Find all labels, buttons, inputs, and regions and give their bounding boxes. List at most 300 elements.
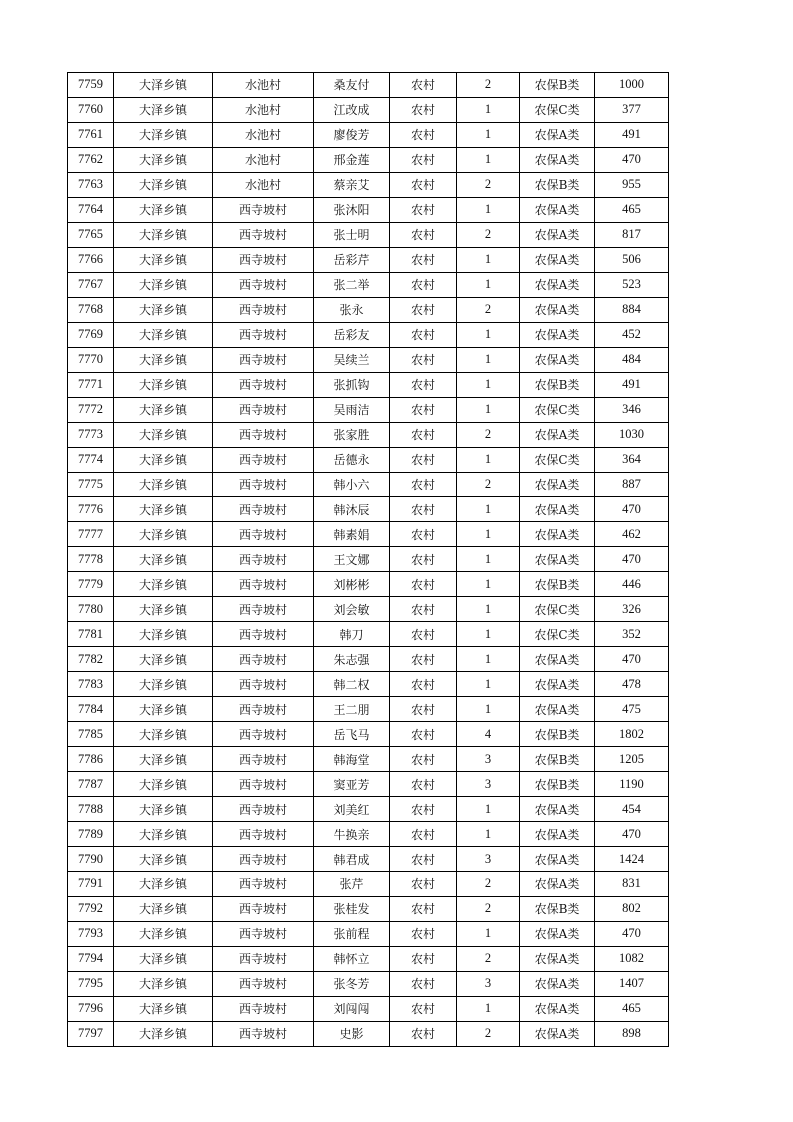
cell-village: 西寺坡村: [213, 946, 314, 971]
cell-township: 大泽乡镇: [114, 122, 213, 147]
cell-area-type: 农村: [390, 422, 457, 447]
cell-household-count: 2: [457, 222, 520, 247]
table-row: [68, 872, 669, 897]
cell-amount: 1000: [595, 73, 669, 98]
cell-village: 西寺坡村: [213, 297, 314, 322]
cell-area-type: 农村: [390, 447, 457, 472]
table-row: [68, 172, 669, 197]
cell-township: 大泽乡镇: [114, 147, 213, 172]
cell-area-type: 农村: [390, 347, 457, 372]
cell-household-count: 2: [457, 422, 520, 447]
cell-household-count: 2: [457, 946, 520, 971]
cell-area-type: 农村: [390, 372, 457, 397]
cell-row-number: 7768: [68, 297, 114, 322]
cell-village: 西寺坡村: [213, 322, 314, 347]
cell-name: 史影: [314, 1021, 390, 1046]
cell-amount: 1424: [595, 847, 669, 872]
cell-row-number: 7797: [68, 1021, 114, 1046]
cell-area-type: 农村: [390, 996, 457, 1021]
table-row: [68, 672, 669, 697]
cell-name: 张芹: [314, 872, 390, 897]
cell-row-number: 7767: [68, 272, 114, 297]
cell-area-type: 农村: [390, 497, 457, 522]
table-row: [68, 772, 669, 797]
cell-township: 大泽乡镇: [114, 447, 213, 472]
cell-township: 大泽乡镇: [114, 921, 213, 946]
cell-area-type: 农村: [390, 322, 457, 347]
cell-village: 西寺坡村: [213, 622, 314, 647]
cell-township: 大泽乡镇: [114, 197, 213, 222]
cell-row-number: 7784: [68, 697, 114, 722]
cell-amount: 364: [595, 447, 669, 472]
cell-amount: 470: [595, 921, 669, 946]
cell-village: 水池村: [213, 122, 314, 147]
cell-insurance-category: 农保A类: [520, 872, 595, 897]
cell-insurance-category: 农保A类: [520, 1021, 595, 1046]
cell-household-count: 1: [457, 397, 520, 422]
cell-name: 韩沐辰: [314, 497, 390, 522]
table-row: [68, 472, 669, 497]
table-row: [68, 372, 669, 397]
cell-name: 张桂发: [314, 896, 390, 921]
cell-row-number: 7779: [68, 572, 114, 597]
cell-village: 西寺坡村: [213, 896, 314, 921]
cell-township: 大泽乡镇: [114, 697, 213, 722]
cell-household-count: 2: [457, 1021, 520, 1046]
cell-insurance-category: 农保A类: [520, 647, 595, 672]
cell-village: 西寺坡村: [213, 971, 314, 996]
cell-township: 大泽乡镇: [114, 297, 213, 322]
cell-township: 大泽乡镇: [114, 222, 213, 247]
cell-amount: 802: [595, 896, 669, 921]
cell-insurance-category: 农保B类: [520, 747, 595, 772]
cell-insurance-category: 农保A类: [520, 347, 595, 372]
cell-amount: 1407: [595, 971, 669, 996]
cell-household-count: 3: [457, 747, 520, 772]
table-row: [68, 397, 669, 422]
cell-insurance-category: 农保A类: [520, 297, 595, 322]
cell-name: 韩二权: [314, 672, 390, 697]
cell-area-type: 农村: [390, 822, 457, 847]
cell-township: 大泽乡镇: [114, 73, 213, 98]
cell-amount: 352: [595, 622, 669, 647]
cell-amount: 346: [595, 397, 669, 422]
table-row: [68, 921, 669, 946]
cell-township: 大泽乡镇: [114, 522, 213, 547]
cell-amount: 491: [595, 372, 669, 397]
cell-insurance-category: 农保A类: [520, 422, 595, 447]
cell-village: 西寺坡村: [213, 422, 314, 447]
cell-amount: 470: [595, 497, 669, 522]
cell-household-count: 1: [457, 322, 520, 347]
cell-amount: 491: [595, 122, 669, 147]
cell-household-count: 1: [457, 97, 520, 122]
cell-area-type: 农村: [390, 622, 457, 647]
cell-insurance-category: 农保A类: [520, 672, 595, 697]
cell-area-type: 农村: [390, 772, 457, 797]
cell-name: 吴续兰: [314, 347, 390, 372]
cell-amount: 831: [595, 872, 669, 897]
cell-row-number: 7791: [68, 872, 114, 897]
cell-village: 西寺坡村: [213, 197, 314, 222]
cell-name: 刘闯闯: [314, 996, 390, 1021]
cell-amount: 470: [595, 547, 669, 572]
cell-area-type: 农村: [390, 971, 457, 996]
cell-village: 西寺坡村: [213, 547, 314, 572]
cell-household-count: 1: [457, 522, 520, 547]
cell-village: 西寺坡村: [213, 722, 314, 747]
cell-village: 西寺坡村: [213, 747, 314, 772]
cell-row-number: 7790: [68, 847, 114, 872]
cell-name: 邢金莲: [314, 147, 390, 172]
cell-area-type: 农村: [390, 722, 457, 747]
cell-village: 西寺坡村: [213, 572, 314, 597]
cell-area-type: 农村: [390, 97, 457, 122]
cell-insurance-category: 农保B类: [520, 896, 595, 921]
cell-name: 江改成: [314, 97, 390, 122]
cell-name: 吴雨洁: [314, 397, 390, 422]
cell-amount: 1205: [595, 747, 669, 772]
table-row: [68, 272, 669, 297]
cell-amount: 462: [595, 522, 669, 547]
cell-township: 大泽乡镇: [114, 797, 213, 822]
table-row: [68, 996, 669, 1021]
cell-township: 大泽乡镇: [114, 472, 213, 497]
cell-household-count: 2: [457, 172, 520, 197]
cell-insurance-category: 农保A类: [520, 971, 595, 996]
cell-name: 刘美红: [314, 797, 390, 822]
cell-village: 西寺坡村: [213, 872, 314, 897]
cell-amount: 465: [595, 197, 669, 222]
cell-village: 西寺坡村: [213, 497, 314, 522]
cell-township: 大泽乡镇: [114, 647, 213, 672]
table-row: [68, 797, 669, 822]
cell-household-count: 2: [457, 73, 520, 98]
cell-amount: 470: [595, 647, 669, 672]
cell-amount: 884: [595, 297, 669, 322]
cell-area-type: 农村: [390, 1021, 457, 1046]
table-row: [68, 73, 669, 98]
cell-household-count: 1: [457, 147, 520, 172]
cell-area-type: 农村: [390, 172, 457, 197]
cell-insurance-category: 农保A类: [520, 522, 595, 547]
cell-township: 大泽乡镇: [114, 946, 213, 971]
cell-township: 大泽乡镇: [114, 397, 213, 422]
table-row: [68, 1021, 669, 1046]
cell-row-number: 7760: [68, 97, 114, 122]
cell-insurance-category: 农保A类: [520, 472, 595, 497]
cell-township: 大泽乡镇: [114, 247, 213, 272]
cell-village: 西寺坡村: [213, 921, 314, 946]
table-body: [68, 73, 669, 1047]
cell-area-type: 农村: [390, 522, 457, 547]
cell-household-count: 2: [457, 297, 520, 322]
cell-name: 韩刀: [314, 622, 390, 647]
cell-row-number: 7780: [68, 597, 114, 622]
cell-household-count: 1: [457, 547, 520, 572]
cell-area-type: 农村: [390, 797, 457, 822]
cell-area-type: 农村: [390, 397, 457, 422]
cell-area-type: 农村: [390, 222, 457, 247]
cell-area-type: 农村: [390, 272, 457, 297]
table-row: [68, 322, 669, 347]
table-row: [68, 297, 669, 322]
cell-amount: 817: [595, 222, 669, 247]
cell-household-count: 3: [457, 971, 520, 996]
cell-household-count: 1: [457, 197, 520, 222]
cell-household-count: 1: [457, 822, 520, 847]
cell-insurance-category: 农保C类: [520, 622, 595, 647]
cell-village: 西寺坡村: [213, 996, 314, 1021]
cell-township: 大泽乡镇: [114, 847, 213, 872]
cell-area-type: 农村: [390, 122, 457, 147]
cell-insurance-category: 农保A类: [520, 996, 595, 1021]
data-table: [67, 72, 669, 1047]
cell-household-count: 2: [457, 872, 520, 897]
cell-amount: 955: [595, 172, 669, 197]
cell-insurance-category: 农保B类: [520, 572, 595, 597]
cell-area-type: 农村: [390, 147, 457, 172]
cell-township: 大泽乡镇: [114, 896, 213, 921]
cell-household-count: 1: [457, 672, 520, 697]
cell-row-number: 7773: [68, 422, 114, 447]
table-row: [68, 622, 669, 647]
cell-amount: 465: [595, 996, 669, 1021]
cell-household-count: 1: [457, 996, 520, 1021]
cell-amount: 470: [595, 822, 669, 847]
cell-insurance-category: 农保A类: [520, 547, 595, 572]
cell-insurance-category: 农保B类: [520, 172, 595, 197]
cell-township: 大泽乡镇: [114, 547, 213, 572]
cell-area-type: 农村: [390, 747, 457, 772]
cell-amount: 377: [595, 97, 669, 122]
cell-name: 王二朋: [314, 697, 390, 722]
cell-household-count: 1: [457, 572, 520, 597]
cell-row-number: 7782: [68, 647, 114, 672]
cell-row-number: 7778: [68, 547, 114, 572]
cell-insurance-category: 农保B类: [520, 372, 595, 397]
cell-township: 大泽乡镇: [114, 272, 213, 297]
cell-name: 张冬芳: [314, 971, 390, 996]
cell-village: 西寺坡村: [213, 597, 314, 622]
cell-name: 窦亚芳: [314, 772, 390, 797]
cell-village: 西寺坡村: [213, 372, 314, 397]
cell-row-number: 7796: [68, 996, 114, 1021]
cell-village: 西寺坡村: [213, 447, 314, 472]
cell-amount: 1082: [595, 946, 669, 971]
cell-row-number: 7764: [68, 197, 114, 222]
cell-row-number: 7772: [68, 397, 114, 422]
cell-name: 韩海堂: [314, 747, 390, 772]
cell-name: 刘会敏: [314, 597, 390, 622]
cell-insurance-category: 农保A类: [520, 946, 595, 971]
cell-household-count: 1: [457, 122, 520, 147]
cell-township: 大泽乡镇: [114, 722, 213, 747]
cell-name: 岳彩芹: [314, 247, 390, 272]
cell-name: 王文娜: [314, 547, 390, 572]
cell-name: 张永: [314, 297, 390, 322]
cell-name: 韩素娟: [314, 522, 390, 547]
cell-household-count: 1: [457, 697, 520, 722]
cell-name: 张家胜: [314, 422, 390, 447]
table-row: [68, 422, 669, 447]
cell-amount: 1190: [595, 772, 669, 797]
cell-name: 张前程: [314, 921, 390, 946]
cell-household-count: 1: [457, 247, 520, 272]
cell-insurance-category: 农保A类: [520, 822, 595, 847]
cell-name: 韩小六: [314, 472, 390, 497]
cell-amount: 898: [595, 1021, 669, 1046]
cell-township: 大泽乡镇: [114, 996, 213, 1021]
table-row: [68, 447, 669, 472]
cell-village: 西寺坡村: [213, 347, 314, 372]
cell-township: 大泽乡镇: [114, 971, 213, 996]
cell-area-type: 农村: [390, 847, 457, 872]
cell-row-number: 7775: [68, 472, 114, 497]
cell-village: 西寺坡村: [213, 522, 314, 547]
cell-amount: 475: [595, 697, 669, 722]
table-row: [68, 147, 669, 172]
cell-village: 西寺坡村: [213, 697, 314, 722]
cell-household-count: 1: [457, 372, 520, 397]
cell-township: 大泽乡镇: [114, 597, 213, 622]
cell-row-number: 7793: [68, 921, 114, 946]
cell-insurance-category: 农保B类: [520, 73, 595, 98]
cell-row-number: 7783: [68, 672, 114, 697]
cell-household-count: 1: [457, 272, 520, 297]
table-row: [68, 822, 669, 847]
cell-row-number: 7761: [68, 122, 114, 147]
cell-area-type: 农村: [390, 73, 457, 98]
cell-row-number: 7759: [68, 73, 114, 98]
cell-amount: 887: [595, 472, 669, 497]
cell-household-count: 3: [457, 772, 520, 797]
cell-area-type: 农村: [390, 872, 457, 897]
cell-township: 大泽乡镇: [114, 747, 213, 772]
cell-township: 大泽乡镇: [114, 1021, 213, 1046]
cell-insurance-category: 农保C类: [520, 597, 595, 622]
cell-row-number: 7763: [68, 172, 114, 197]
cell-township: 大泽乡镇: [114, 622, 213, 647]
cell-amount: 1030: [595, 422, 669, 447]
cell-amount: 523: [595, 272, 669, 297]
cell-area-type: 农村: [390, 946, 457, 971]
cell-insurance-category: 农保C类: [520, 397, 595, 422]
cell-row-number: 7776: [68, 497, 114, 522]
cell-row-number: 7770: [68, 347, 114, 372]
cell-row-number: 7795: [68, 971, 114, 996]
cell-insurance-category: 农保A类: [520, 147, 595, 172]
cell-name: 蔡亲艾: [314, 172, 390, 197]
cell-insurance-category: 农保A类: [520, 247, 595, 272]
cell-village: 西寺坡村: [213, 847, 314, 872]
cell-row-number: 7766: [68, 247, 114, 272]
cell-row-number: 7781: [68, 622, 114, 647]
cell-household-count: 1: [457, 921, 520, 946]
cell-township: 大泽乡镇: [114, 347, 213, 372]
cell-township: 大泽乡镇: [114, 572, 213, 597]
table-row: [68, 497, 669, 522]
table-row: [68, 522, 669, 547]
cell-name: 岳彩友: [314, 322, 390, 347]
cell-village: 水池村: [213, 147, 314, 172]
cell-household-count: 1: [457, 597, 520, 622]
cell-household-count: 2: [457, 472, 520, 497]
cell-amount: 452: [595, 322, 669, 347]
cell-village: 西寺坡村: [213, 222, 314, 247]
cell-area-type: 农村: [390, 921, 457, 946]
cell-insurance-category: 农保C类: [520, 97, 595, 122]
cell-row-number: 7765: [68, 222, 114, 247]
cell-insurance-category: 农保A类: [520, 697, 595, 722]
cell-name: 张二举: [314, 272, 390, 297]
cell-insurance-category: 农保A类: [520, 322, 595, 347]
cell-name: 桑友付: [314, 73, 390, 98]
cell-amount: 446: [595, 572, 669, 597]
table-row: [68, 572, 669, 597]
cell-row-number: 7777: [68, 522, 114, 547]
table-row: [68, 722, 669, 747]
cell-township: 大泽乡镇: [114, 772, 213, 797]
cell-row-number: 7792: [68, 896, 114, 921]
cell-area-type: 农村: [390, 472, 457, 497]
cell-township: 大泽乡镇: [114, 872, 213, 897]
cell-village: 西寺坡村: [213, 822, 314, 847]
table-row: [68, 697, 669, 722]
cell-amount: 1802: [595, 722, 669, 747]
cell-household-count: 1: [457, 647, 520, 672]
cell-insurance-category: 农保A类: [520, 272, 595, 297]
cell-township: 大泽乡镇: [114, 322, 213, 347]
cell-household-count: 1: [457, 797, 520, 822]
cell-household-count: 2: [457, 896, 520, 921]
cell-village: 西寺坡村: [213, 397, 314, 422]
cell-village: 西寺坡村: [213, 472, 314, 497]
cell-household-count: 1: [457, 497, 520, 522]
cell-row-number: 7786: [68, 747, 114, 772]
table-row: [68, 347, 669, 372]
cell-area-type: 农村: [390, 597, 457, 622]
cell-insurance-category: 农保A类: [520, 847, 595, 872]
cell-insurance-category: 农保A类: [520, 122, 595, 147]
cell-village: 西寺坡村: [213, 647, 314, 672]
cell-village: 西寺坡村: [213, 672, 314, 697]
cell-row-number: 7769: [68, 322, 114, 347]
cell-name: 韩怀立: [314, 946, 390, 971]
table-row: [68, 97, 669, 122]
cell-village: 西寺坡村: [213, 772, 314, 797]
table-row: [68, 896, 669, 921]
cell-township: 大泽乡镇: [114, 172, 213, 197]
cell-township: 大泽乡镇: [114, 422, 213, 447]
cell-village: 水池村: [213, 97, 314, 122]
cell-name: 岳德永: [314, 447, 390, 472]
table-row: [68, 597, 669, 622]
cell-name: 韩君成: [314, 847, 390, 872]
cell-village: 西寺坡村: [213, 272, 314, 297]
cell-row-number: 7789: [68, 822, 114, 847]
table-row: [68, 547, 669, 572]
table-row: [68, 122, 669, 147]
cell-name: 廖俊芳: [314, 122, 390, 147]
cell-name: 岳飞马: [314, 722, 390, 747]
cell-township: 大泽乡镇: [114, 372, 213, 397]
cell-insurance-category: 农保A类: [520, 497, 595, 522]
cell-area-type: 农村: [390, 672, 457, 697]
cell-amount: 326: [595, 597, 669, 622]
cell-row-number: 7788: [68, 797, 114, 822]
cell-insurance-category: 农保A类: [520, 222, 595, 247]
